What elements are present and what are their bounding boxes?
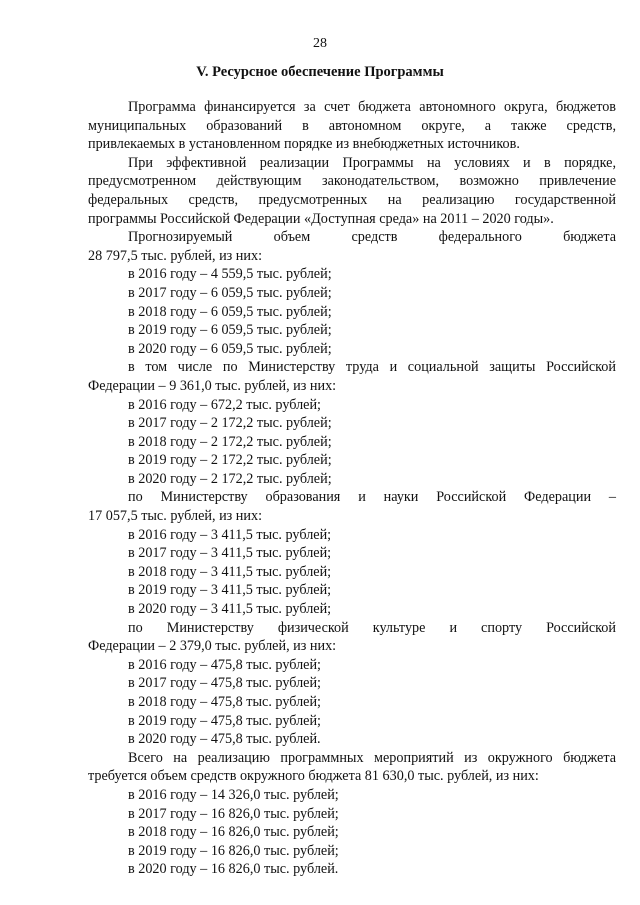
funding-year-item: в 2017 году – 2 172,2 тыс. рублей; xyxy=(128,415,332,432)
paragraph-line: При эффективной реализации Программы на условиях и в порядке, xyxy=(128,154,616,171)
section-title: V. Ресурсное обеспечение Программы xyxy=(196,64,444,80)
funding-year-item: в 2018 году – 475,8 тыс. рублей; xyxy=(128,694,321,710)
paragraph-line: Прогнозируемый объем средств федерального бюджета xyxy=(128,229,616,246)
paragraph-line: муниципальных образований в автономном округе, а также средств, xyxy=(88,117,616,134)
funding-year-item: в 2020 году – 3 411,5 тыс. рублей; xyxy=(128,601,332,618)
funding-year-item: в 2016 году – 3 411,5 тыс. рублей; xyxy=(128,526,332,543)
paragraph-line: Программа финансируется за счет бюджета автономного округа, бюджетов xyxy=(128,99,616,115)
funding-year-item: в 2016 году – 475,8 тыс. рублей; xyxy=(128,656,321,673)
funding-year-item: в 2019 году – 475,8 тыс. рублей; xyxy=(128,712,321,729)
funding-year-item: в 2019 году – 2 172,2 тыс. рублей; xyxy=(128,452,332,469)
paragraph-line: требуется объем средств окружного бюджета 81 630,0 тыс. рублей, из них: xyxy=(88,768,539,785)
paragraph-line: привлекаемых в установленном порядке из внебюджетных источников. xyxy=(88,136,520,153)
paragraph-line: Федерации – 2 379,0 тыс. рублей, из них: xyxy=(88,638,337,655)
paragraph-line: Федерации – 9 361,0 тыс. рублей, из них: xyxy=(88,377,337,394)
funding-year-item: в 2020 году – 475,8 тыс. рублей. xyxy=(128,731,321,748)
paragraph-line: программы Российской Федерации «Доступная среда» на 2011 – 2020 годы». xyxy=(88,210,554,227)
page-number: 28 xyxy=(313,36,327,51)
funding-year-item: в 2018 году – 6 059,5 тыс. рублей; xyxy=(128,303,332,320)
paragraph-line: предусмотренном действующим законодательством, возможно привлечение xyxy=(88,173,616,190)
funding-year-item: в 2020 году – 2 172,2 тыс. рублей; xyxy=(128,470,332,487)
funding-year-item: в 2016 году – 14 326,0 тыс. рублей; xyxy=(128,786,339,803)
funding-year-item: в 2019 году – 3 411,5 тыс. рублей; xyxy=(128,582,332,599)
paragraph-line: по Министерству образования и науки Российской Федерации – xyxy=(128,489,616,506)
funding-year-item: в 2017 году – 3 411,5 тыс. рублей; xyxy=(128,545,332,562)
document-body xyxy=(88,98,616,879)
paragraph-line: 17 057,5 тыс. рублей, из них: xyxy=(88,508,263,525)
paragraph-line: Всего на реализацию программных мероприятий из окружного бюджета xyxy=(128,749,616,766)
funding-year-item: в 2018 году – 3 411,5 тыс. рублей; xyxy=(128,563,332,580)
funding-year-item: в 2017 году – 16 826,0 тыс. рублей; xyxy=(128,805,339,822)
funding-year-item: в 2020 году – 16 826,0 тыс. рублей. xyxy=(128,861,339,878)
funding-year-item: в 2016 году – 4 559,5 тыс. рублей; xyxy=(128,266,332,283)
funding-year-item: в 2018 году – 2 172,2 тыс. рублей; xyxy=(128,433,332,450)
funding-year-item: в 2017 году – 475,8 тыс. рублей; xyxy=(128,675,321,692)
paragraph-line: федеральных средств, предусмотренных на реализацию государственной xyxy=(88,191,616,208)
paragraph-line: 28 797,5 тыс. рублей, из них: xyxy=(88,247,263,264)
funding-year-item: в 2020 году – 6 059,5 тыс. рублей; xyxy=(128,340,332,357)
funding-year-item: в 2019 году – 16 826,0 тыс. рублей; xyxy=(128,842,339,859)
funding-year-item: в 2017 году – 6 059,5 тыс. рублей; xyxy=(128,284,332,301)
funding-year-item: в 2018 году – 16 826,0 тыс. рублей; xyxy=(128,824,339,841)
funding-year-item: в 2016 году – 672,2 тыс. рублей; xyxy=(128,396,321,413)
paragraph-line: в том числе по Министерству труда и социальной защиты Российской xyxy=(128,359,616,376)
paragraph-line: по Министерству физической культуре и спорту Российской xyxy=(128,619,616,636)
funding-year-item: в 2019 году – 6 059,5 тыс. рублей; xyxy=(128,322,332,339)
